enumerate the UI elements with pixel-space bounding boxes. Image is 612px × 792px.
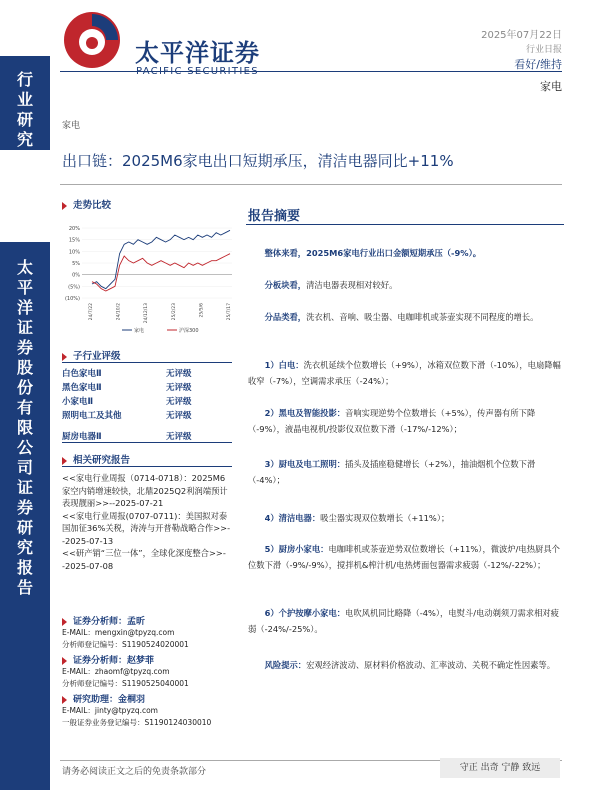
rating: 看好/维持 bbox=[514, 58, 562, 71]
abstract-paragraph-head: 3）厨电及电工照明： bbox=[264, 459, 346, 469]
y-tick-label: (10%) bbox=[64, 296, 80, 302]
title-divider bbox=[60, 184, 562, 185]
abstract-paragraph bbox=[248, 309, 564, 325]
analyst-block bbox=[62, 612, 242, 729]
related-list bbox=[62, 472, 232, 572]
abstract-paragraph bbox=[248, 245, 564, 261]
x-tick-label: 24/12/13 bbox=[144, 303, 150, 324]
band-top-text: 行 业 研 究 bbox=[16, 70, 33, 149]
abstract-paragraph-body: 插头及插座稳健增长（+2%），抽油烟机个位数下滑（-4%）； bbox=[248, 459, 536, 485]
abstract-paragraph bbox=[248, 657, 564, 673]
abstract-paragraph bbox=[248, 541, 564, 573]
abstract-paragraph-head: 2）黑电及智能投影： bbox=[264, 408, 346, 418]
y-tick-label: 10% bbox=[68, 249, 80, 256]
sub-rating-heading: 子行业评级 bbox=[62, 348, 121, 362]
sub-rating-name: 黑色家电Ⅱ bbox=[62, 383, 102, 393]
abstract-paragraph bbox=[248, 456, 564, 488]
sector-left: 家电 bbox=[62, 121, 81, 131]
abstract-paragraph-head: 4）清洁电器： bbox=[264, 513, 321, 523]
y-tick-label: 0% bbox=[72, 272, 80, 279]
footer-disclaimer: 请务必阅读正文之后的免责条款部分 bbox=[62, 767, 207, 777]
related-heading: 相关研究报告 bbox=[62, 452, 130, 466]
footer-motto: 守正 出奇 宁静 致远 bbox=[440, 758, 560, 778]
abstract-paragraph bbox=[248, 277, 564, 293]
abstract-paragraph-head: 分板块看， bbox=[264, 280, 307, 290]
abstract-paragraph bbox=[248, 605, 564, 637]
series-line bbox=[92, 254, 230, 291]
sub-rating-value: 无评级 bbox=[166, 397, 192, 407]
sub-rating-value: 无评级 bbox=[166, 432, 192, 442]
analyst-email: E-MAIL：zhaomf@tpyzq.com bbox=[62, 667, 170, 676]
abstract-rule bbox=[246, 224, 564, 225]
pacific-logo-icon bbox=[62, 10, 122, 70]
analyst-name: 证券分析师：孟昕 bbox=[62, 614, 242, 627]
abstract-paragraph-head: 整体来看，2025M6家电行业出口金额短期承压（-9%）。 bbox=[264, 248, 482, 258]
series-line bbox=[92, 230, 230, 288]
related-report-link[interactable]: <<研产销“三位一体”，全球化深度整合>>--2025-07-08 bbox=[62, 548, 226, 571]
y-tick-label: 15% bbox=[68, 237, 80, 244]
related-report-link[interactable]: <<家电行业周报(0707-0711)：美国拟对泰国加征36%关税，涛涛与开普勒战略合作>>--2025-07-13 bbox=[62, 510, 231, 546]
abstract-paragraph-body: 宏观经济波动、原材料价格波动、汇率波动、关税不确定性因素等。 bbox=[306, 660, 556, 670]
sub-rating-row bbox=[62, 381, 232, 393]
abstract-paragraph-body: 洗衣机延续个位数增长（+9%），冰箱双位数下滑（-10%），电扇降幅收窄（-7%），空调需求承压（-24%）； bbox=[248, 360, 561, 386]
legend-label: 家电 bbox=[134, 328, 145, 334]
analyst-email: E-MAIL：jinty@tpyzq.com bbox=[62, 706, 158, 715]
sector-right: 家电 bbox=[540, 80, 562, 93]
analyst-cert: 一般证券业务登记编号：S1190124030010 bbox=[62, 718, 212, 727]
abstract-paragraph-head: 分品类看， bbox=[264, 312, 307, 322]
sub-rating-value: 无评级 bbox=[166, 383, 192, 393]
y-tick-label: 5% bbox=[72, 261, 80, 267]
bullet-icon bbox=[62, 457, 67, 465]
abstract-paragraph-head: 1）白电： bbox=[264, 360, 304, 370]
sub-rating-name: 小家电Ⅱ bbox=[62, 397, 94, 407]
report-type: 行业日报 bbox=[525, 45, 562, 55]
sub-rating-name: 照明电工及其他 bbox=[62, 411, 122, 421]
header-divider bbox=[60, 71, 562, 72]
sub-rating-row bbox=[62, 367, 232, 379]
side-band-separator bbox=[0, 150, 50, 242]
sub-rating-value: 无评级 bbox=[166, 411, 192, 421]
sub-rating-row bbox=[62, 430, 232, 442]
analyst-name: 证券分析师：赵梦菲 bbox=[62, 653, 242, 666]
abstract-paragraph-head: 风险提示： bbox=[264, 660, 307, 670]
abstract-paragraph bbox=[248, 405, 564, 437]
y-tick-label: (5%) bbox=[68, 284, 80, 291]
abstract-paragraph-body: 音响实现逆势个位数增长（+5%），传声器有所下降（-9%），液晶电视机/投影仪双位数下滑（-17%/-12%）； bbox=[248, 408, 536, 434]
bullet-icon bbox=[62, 657, 67, 665]
sub-rating-name: 白色家电Ⅱ bbox=[62, 369, 102, 379]
sub-rating-name: 厨房电器Ⅱ bbox=[62, 432, 102, 442]
x-tick-label: 25/7/17 bbox=[227, 303, 232, 321]
abstract-paragraph-body: 洗衣机、音响、吸尘器、电咖啡机或茶壶实现不同程度的增长。 bbox=[306, 312, 539, 322]
abstract-paragraph-body: 电咖啡机或茶壶逆势双位数增长（+11%），微波炉/电热厨具个位数下滑（-9%/-9%），搅拌机&榨汁机/电热烤面包器需求疲弱（-12%/-22%）； bbox=[248, 544, 560, 570]
abstract-paragraph-body: 吸尘器实现双位数增长（+11%）； bbox=[320, 513, 450, 523]
abstract-paragraph-head: 6）个护按摩小家电： bbox=[264, 608, 346, 618]
bullet-icon bbox=[62, 696, 67, 704]
x-tick-label: 25/2/23 bbox=[171, 303, 177, 321]
report-date: 2025年07月22日 bbox=[481, 30, 562, 41]
legend-label: 沪深300 bbox=[179, 328, 199, 334]
analyst-email: E-MAIL：mengxin@tpyzq.com bbox=[62, 628, 175, 637]
sub-rating-value: 无评级 bbox=[166, 369, 192, 379]
report-title: 出口链：2025M6家电出口短期承压，清洁电器同比+11% bbox=[62, 152, 454, 170]
bullet-icon bbox=[62, 353, 67, 361]
sub-rating-row bbox=[62, 395, 232, 407]
abstract-paragraph bbox=[248, 510, 564, 526]
x-tick-label: 24/10/2 bbox=[116, 303, 122, 321]
abstract-paragraph bbox=[248, 357, 564, 389]
brand-name-cn: 太平洋证券 bbox=[135, 39, 260, 67]
sub-rating-top-rule bbox=[62, 362, 232, 363]
related-top-rule bbox=[62, 466, 232, 467]
sub-rating-row bbox=[62, 409, 232, 421]
abstract-heading: 报告摘要 bbox=[248, 209, 301, 224]
abstract-paragraph-body: 电吹风机同比略降（-4%），电熨斗/电动剃须刀需求相对疲弱（-24%/-25%）。 bbox=[248, 608, 559, 634]
analyst-cert: 分析师登记编号：S1190525040001 bbox=[62, 679, 189, 688]
trend-chart bbox=[60, 222, 235, 337]
x-tick-label: 25/5/6 bbox=[199, 303, 205, 318]
analyst-name: 研究助理：金桐羽 bbox=[62, 692, 242, 705]
trend-heading: 走势比较 bbox=[62, 197, 111, 211]
x-tick-label: 24/7/22 bbox=[89, 303, 94, 321]
abstract-paragraph-body: 清洁电器表现相对较好。 bbox=[306, 280, 398, 290]
y-tick-label: 20% bbox=[68, 226, 80, 232]
sub-rating-bottom-rule bbox=[62, 442, 232, 443]
bullet-icon bbox=[62, 202, 67, 210]
analyst-cert: 分析师登记编号：S1190524020001 bbox=[62, 640, 189, 649]
related-report-link[interactable]: <<家电行业周报（0714-0718）：2025M6家空内销增速较快，北鼎2025Q2利润端预计表现靓丽>>--2025-07-21 bbox=[62, 473, 228, 508]
band-bottom-text: 太 平 洋 证 券 股 份 有 限 公 司 证 券 研 究 报 告 bbox=[16, 258, 33, 597]
bullet-icon bbox=[62, 618, 67, 626]
abstract-paragraph-head: 5）厨房小家电： bbox=[264, 544, 329, 554]
